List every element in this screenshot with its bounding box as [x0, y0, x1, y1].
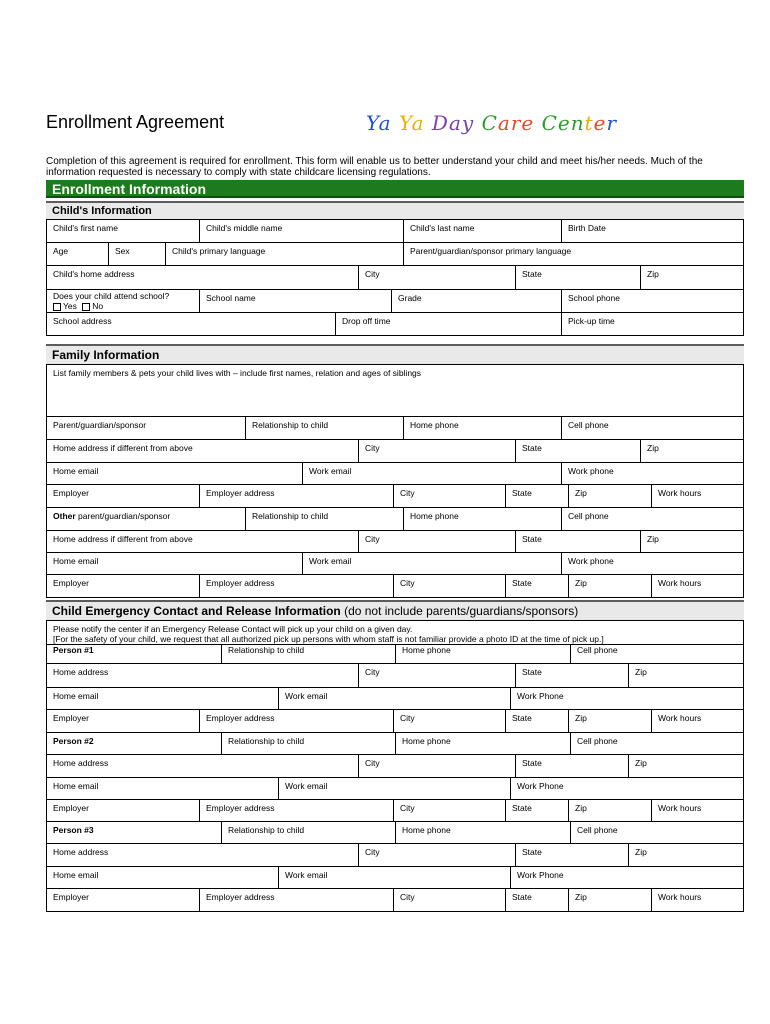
parent2-home-phone-field[interactable]: Home phone [404, 508, 562, 530]
person1-address-row [47, 664, 743, 688]
person2-email-row [47, 778, 743, 800]
family-information-header: Family Information [46, 344, 744, 364]
zip-field[interactable]: Zip [647, 269, 659, 279]
no-checkbox[interactable] [82, 303, 90, 311]
person2-employer-row [47, 800, 743, 822]
parent1-zip-field[interactable]: Zip [647, 443, 659, 453]
school-address-row [47, 313, 743, 336]
person1-zip-field[interactable]: Zip [635, 667, 647, 677]
parent2-work-email-field[interactable]: Work email [303, 553, 562, 574]
parent2-city-field[interactable]: City [359, 531, 516, 552]
person2-employer-address-field[interactable]: Employer address [200, 800, 394, 821]
parent2-address-row [47, 531, 743, 553]
attend-school-options [53, 301, 193, 311]
brand-letter: n [570, 111, 585, 135]
person2-cell-phone-field[interactable]: Cell phone [577, 736, 618, 746]
person1-employer-city-field[interactable]: City [394, 710, 506, 732]
intro-line-2: information requested is necessary to comply with state childcare licensing regulations. [46, 167, 431, 178]
brand-letter: a [411, 111, 425, 135]
person2-state-field[interactable]: State [516, 755, 629, 777]
person3-home-phone-field[interactable]: Home phone [396, 822, 571, 843]
person2-address-field[interactable]: Home address [47, 755, 359, 777]
state-field[interactable]: State [516, 266, 641, 289]
parent1-name-field[interactable]: Parent/guardian/sponsor [47, 417, 246, 439]
person2-work-email-field[interactable]: Work email [279, 778, 511, 799]
enrollment-information-header: Enrollment Information [46, 180, 744, 198]
yes-label: Yes [63, 301, 77, 311]
age-field[interactable]: Age [47, 243, 109, 265]
person3-email-row [47, 867, 743, 889]
person3-row [47, 822, 743, 844]
parent2-work-hours-field[interactable]: Work hours [658, 578, 702, 588]
brand-letter: a [448, 111, 462, 135]
person2-name-field[interactable]: Person #2 [47, 733, 222, 754]
parent1-work-email-field[interactable]: Work email [303, 463, 562, 484]
person3-zip-field[interactable]: Zip [635, 847, 647, 857]
parent2-cell-phone-field[interactable]: Cell phone [568, 511, 609, 521]
parent2-work-phone-field[interactable]: Work phone [568, 556, 614, 566]
person3-address-row [47, 844, 743, 867]
yes-checkbox[interactable] [53, 303, 61, 311]
person2-zip-field[interactable]: Zip [635, 758, 647, 768]
brand-letter: Y [366, 111, 379, 135]
person2-work-phone-field[interactable]: Work Phone [517, 781, 564, 791]
brand-letter: r [510, 111, 522, 135]
brand-letter: D [431, 111, 449, 135]
person2-employer-field[interactable]: Employer [47, 800, 200, 821]
person2-employer-city-field[interactable]: City [394, 800, 506, 821]
person1-address-field[interactable]: Home address [47, 664, 359, 687]
person1-email-row [47, 688, 743, 710]
child-primary-language-field[interactable]: Child's primary language [166, 243, 404, 265]
person3-work-phone-field[interactable]: Work Phone [517, 870, 564, 880]
emergency-note [47, 621, 743, 644]
parent2-employer-zip-field[interactable]: Zip [569, 575, 652, 597]
parent2-employer-city-field[interactable]: City [394, 575, 506, 597]
person2-relationship-field[interactable]: Relationship to child [222, 733, 396, 754]
brand-logo-text [366, 111, 617, 135]
emergency-note-2: [For the safety of your child, we request that all authorized pick up persons with whom staff is not familiar provide a photo ID at the time of pick up.] [53, 634, 604, 644]
child-name-row [47, 220, 743, 243]
person2-address-row [47, 755, 743, 778]
person2-row [47, 733, 743, 755]
parent1-state-field[interactable]: State [516, 440, 641, 462]
brand-letter: t [584, 111, 594, 135]
parent1-employer-zip-field[interactable]: Zip [569, 485, 652, 507]
parent1-home-phone-field[interactable]: Home phone [404, 417, 562, 439]
brand-letter [425, 111, 432, 135]
person3-relationship-field[interactable]: Relationship to child [222, 822, 396, 843]
person2-employer-zip-field[interactable]: Zip [569, 800, 652, 821]
drop-off-time-field[interactable]: Drop off time [336, 313, 562, 335]
person3-work-hours-field[interactable]: Work hours [658, 892, 702, 902]
person1-row [47, 644, 743, 664]
attend-school-field[interactable] [47, 290, 200, 312]
person3-state-field[interactable]: State [516, 844, 629, 866]
person3-city-field[interactable]: City [359, 844, 516, 866]
school-row [47, 290, 743, 313]
city-field[interactable]: City [359, 266, 516, 289]
school-name-field[interactable]: School name [200, 290, 392, 312]
parent2-name-field[interactable] [47, 508, 246, 530]
person3-employer-city-field[interactable]: City [394, 889, 506, 911]
parent1-employer-state-field[interactable]: State [506, 485, 569, 507]
child-details-row [47, 243, 743, 266]
person1-employer-field[interactable]: Employer [47, 710, 200, 732]
person1-relationship-field[interactable]: Relationship to child [222, 645, 396, 663]
person1-work-hours-field[interactable]: Work hours [658, 713, 702, 723]
brand-letter [534, 111, 541, 135]
child-address-row [47, 266, 743, 290]
attend-school-label: Does your child attend school? [53, 291, 170, 301]
emergency-section [46, 600, 744, 912]
brand-letter: e [557, 111, 571, 135]
person1-cell-phone-field[interactable]: Cell phone [577, 645, 618, 655]
brand-letter: e [521, 111, 535, 135]
person1-state-field[interactable]: State [516, 664, 629, 687]
form-title: Enrollment Agreement [46, 112, 225, 132]
brand-letter: C [541, 111, 558, 135]
family-section [46, 344, 744, 598]
person2-home-email-field[interactable]: Home email [47, 778, 279, 799]
person1-work-phone-field[interactable]: Work Phone [517, 691, 564, 701]
family-members-field[interactable]: List family members & pets your child lives with – include first names, relation and ages of siblings [53, 368, 422, 378]
person3-employer-field[interactable]: Employer [47, 889, 200, 911]
parent1-work-phone-field[interactable]: Work phone [568, 466, 614, 476]
person3-work-email-field[interactable]: Work email [279, 867, 511, 888]
parent1-email-row [47, 463, 743, 485]
sex-field[interactable]: Sex [109, 243, 166, 265]
parent1-employer-row [47, 485, 743, 508]
person3-home-email-field[interactable]: Home email [47, 867, 279, 888]
school-phone-field[interactable]: School phone [568, 293, 620, 303]
child-middle-name-field[interactable]: Child's middle name [200, 220, 404, 242]
other-label-bold: Other [53, 511, 76, 521]
childs-information-header: Child's Information [46, 201, 744, 219]
person2-city-field[interactable]: City [359, 755, 516, 777]
parent2-zip-field[interactable]: Zip [647, 534, 659, 544]
parent2-address-field[interactable]: Home address if different from above [47, 531, 359, 552]
emergency-note-1: Please notify the center if an Emergency Release Contact will pick up your child on a given day. [53, 624, 413, 634]
person3-employer-zip-field[interactable]: Zip [569, 889, 652, 911]
grade-field[interactable]: Grade [392, 290, 562, 312]
child-home-address-field[interactable]: Child's home address [47, 266, 359, 289]
brand-letter: C [481, 111, 498, 135]
child-last-name-field[interactable]: Child's last name [404, 220, 562, 242]
person1-city-field[interactable]: City [359, 664, 516, 687]
parent2-employer-state-field[interactable]: State [506, 575, 569, 597]
person2-home-phone-field[interactable]: Home phone [396, 733, 571, 754]
parent1-work-hours-field[interactable]: Work hours [658, 488, 702, 498]
person3-cell-phone-field[interactable]: Cell phone [577, 825, 618, 835]
parent1-home-email-field[interactable]: Home email [47, 463, 303, 484]
enrollment-section [46, 180, 744, 336]
person1-employer-zip-field[interactable]: Zip [569, 710, 652, 732]
brand-letter: r [606, 111, 618, 135]
brand-letter: a [497, 111, 511, 135]
person1-home-phone-field[interactable]: Home phone [396, 645, 571, 663]
parent1-row [47, 417, 743, 440]
person1-name-field[interactable]: Person #1 [47, 645, 222, 663]
brand-letter: a [378, 111, 392, 135]
emergency-header-rest: (do not include parents/guardians/sponsors) [340, 604, 579, 618]
other-label-rest: parent/guardian/sponsor [75, 511, 171, 521]
parent1-city-field[interactable]: City [359, 440, 516, 462]
parent2-relationship-field[interactable]: Relationship to child [246, 508, 404, 530]
parent1-employer-address-field[interactable]: Employer address [200, 485, 394, 507]
person1-employer-row [47, 710, 743, 733]
brand-letter: e [593, 111, 607, 135]
parent2-state-field[interactable]: State [516, 531, 641, 552]
parent2-employer-address-field[interactable]: Employer address [200, 575, 394, 597]
person1-employer-state-field[interactable]: State [506, 710, 569, 732]
person3-employer-address-field[interactable]: Employer address [200, 889, 394, 911]
parent2-home-email-field[interactable]: Home email [47, 553, 303, 574]
birth-date-field[interactable]: Birth Date [568, 223, 606, 233]
parent1-address-field[interactable]: Home address if different from above [47, 440, 359, 462]
person3-employer-row [47, 889, 743, 912]
person1-home-email-field[interactable]: Home email [47, 688, 279, 709]
person2-work-hours-field[interactable]: Work hours [658, 803, 702, 813]
brand-letter: y [461, 111, 475, 135]
intro-line-1: Completion of this agreement is required for enrollment. This form will enable us to better understand your child and meet his/her needs. Much of the [46, 156, 703, 167]
parent1-employer-city-field[interactable]: City [394, 485, 506, 507]
emergency-header-bold: Child Emergency Contact and Release Information [52, 604, 341, 618]
family-members-row [47, 365, 743, 417]
no-label: No [92, 301, 104, 311]
parent1-employer-field[interactable]: Employer [47, 485, 200, 507]
intro-text [46, 156, 746, 178]
parent2-row [47, 508, 743, 531]
child-first-name-field[interactable]: Child's first name [47, 220, 200, 242]
parent1-cell-phone-field[interactable]: Cell phone [568, 420, 609, 430]
parent2-employer-field[interactable]: Employer [47, 575, 200, 597]
person2-employer-state-field[interactable]: State [506, 800, 569, 821]
person1-employer-address-field[interactable]: Employer address [200, 710, 394, 732]
parent-primary-language-field[interactable]: Parent/guardian/sponsor primary language [410, 246, 572, 256]
pick-up-time-field[interactable]: Pick-up time [568, 316, 615, 326]
emergency-contact-header [46, 600, 744, 620]
brand-letter [392, 111, 399, 135]
school-address-field[interactable]: School address [47, 313, 336, 335]
person3-name-field[interactable]: Person #3 [47, 822, 222, 843]
brand-letter [474, 111, 481, 135]
person1-work-email-field[interactable]: Work email [279, 688, 511, 709]
brand-letter: Y [398, 111, 412, 135]
parent1-relationship-field[interactable]: Relationship to child [246, 417, 404, 439]
parent2-employer-row [47, 575, 743, 598]
person3-employer-state-field[interactable]: State [506, 889, 569, 911]
person3-address-field[interactable]: Home address [47, 844, 359, 866]
parent1-address-row [47, 440, 743, 463]
parent2-email-row [47, 553, 743, 575]
